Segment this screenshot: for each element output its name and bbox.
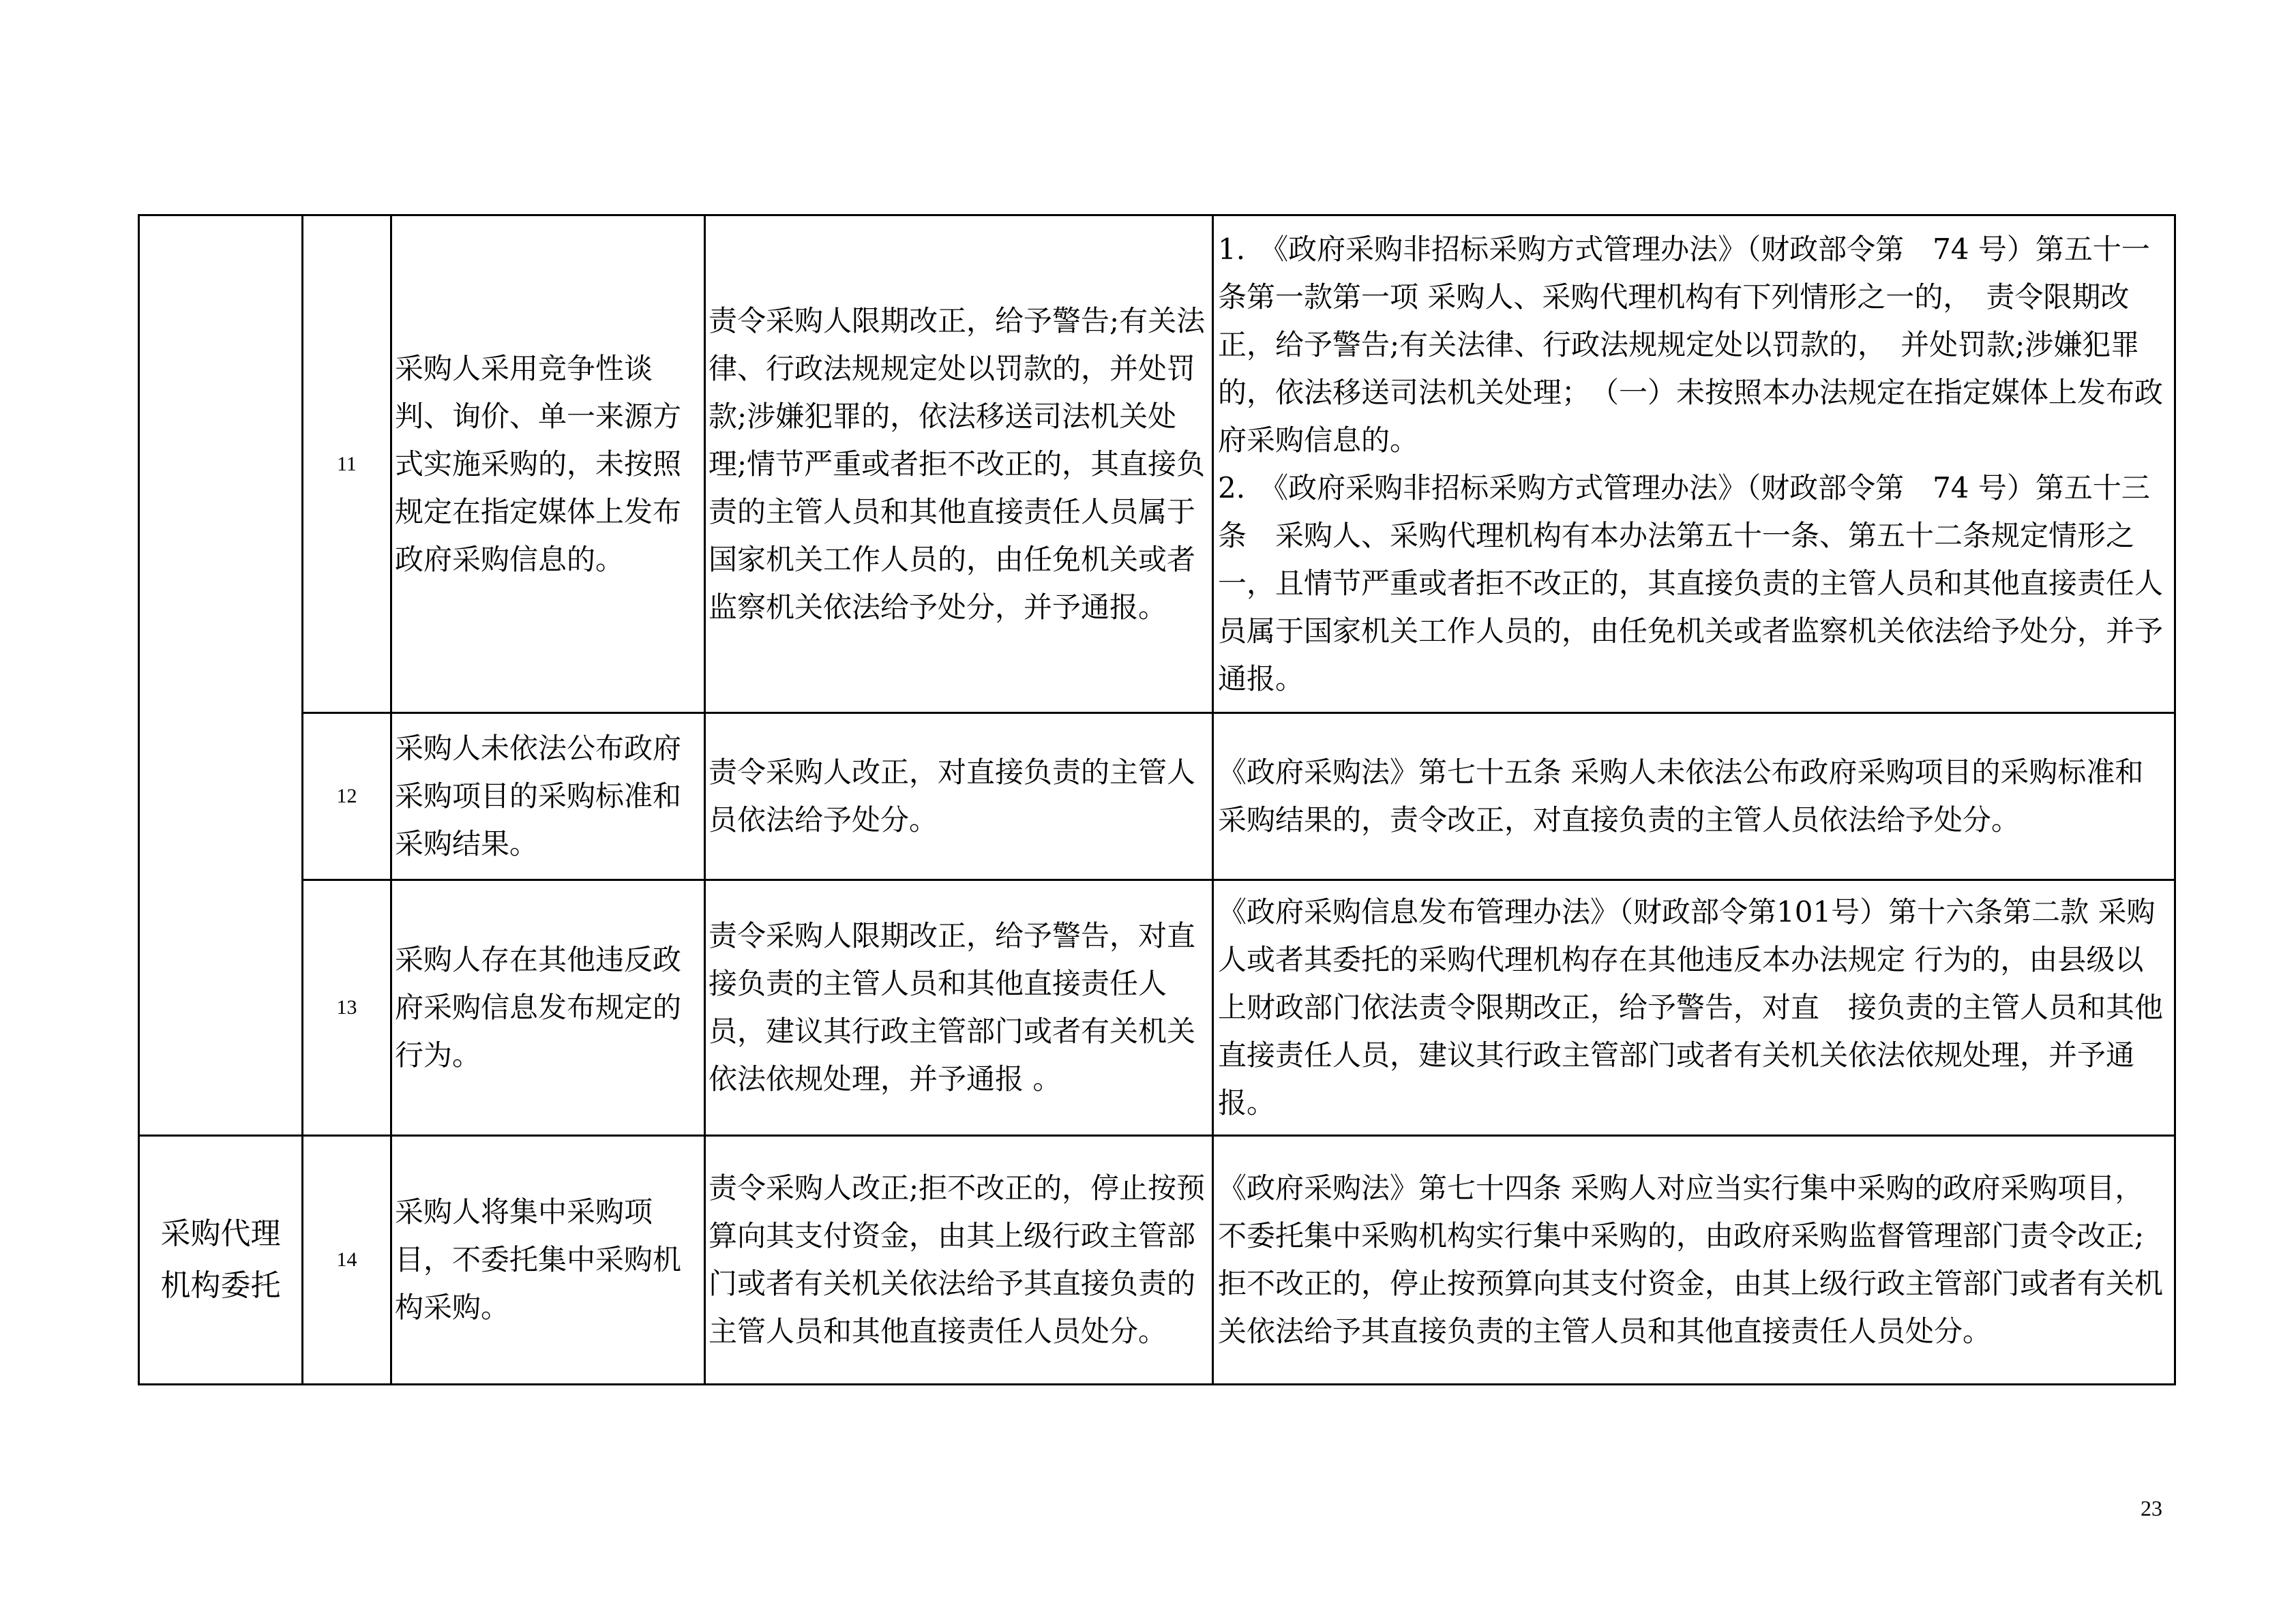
row-number: 11 xyxy=(303,215,391,713)
legal-basis-paragraph: 1. 《政府采购非招标采购方式管理办法》（财政部令第 74 号）第五十一条第一款第一项 采购人、采购代理机构有下列情形之一的， 责令限期改正，给予警告;有关法律、行政法规规定处以罚款的， 并处罚款;涉嫌犯罪的，依法移送司法机关处理； （一）未按照本办法规定在指定媒体上发布政府采购信息的。 xyxy=(1218,232,2164,457)
legal-basis-paragraph: 《政府采购信息发布管理办法》（财政部令第101号）第十六条第二款 采购人或者其委托的采购代理机构存在其他违反本办法规定 行为的，由县级以上财政部门依法责令限期改正，给予警告，对直 接负责的主管人员和其他直接责任人员，建议其行政主管部门或者有关机关依法依规处理，并予通报。 xyxy=(1218,895,2164,1120)
legal-basis-paragraph: 《政府采购法》第七十四条 采购人对应当实行集中采购的政府采购项目，不委托集中采购机构实行集中采购的，由政府采购监督管理部门责令改正;拒不改正的，停止按预算向其支付资金，由其上级行政主管部门或者有关机关依法给予其直接负责的主管人员和其他直接责任人员处分。 xyxy=(1218,1171,2164,1348)
situation-cell: 采购人未依法公布政府采购项目的采购标准和采购结果。 xyxy=(391,713,705,880)
table-row xyxy=(139,1136,2175,1385)
handling-cell: 责令采购人限期改正，给予警告;有关法律、行政法规规定处以罚款的，并处罚款;涉嫌犯罪的，依法移送司法机关处理;情节严重或者拒不改正的，其直接负责的主管人员和其他直接责任人员属于国家机关工作人员的，由任免机关或者监察机关依法给予处分，并予通报。 xyxy=(705,215,1213,713)
table-row xyxy=(139,713,2175,880)
handling-cell: 责令采购人限期改正，给予警告，对直接负责的主管人员和其他直接责任人员，建议其行政主管部门或者有关机关依法依规处理，并予通报 。 xyxy=(705,880,1213,1136)
situation-cell: 采购人将集中采购项目，不委托集中采购机构采购。 xyxy=(391,1136,705,1385)
legal-basis-cell xyxy=(1213,880,2175,1136)
page-number: 23 xyxy=(2141,1496,2162,1520)
row-number: 14 xyxy=(303,1136,391,1385)
legal-basis-cell xyxy=(1213,215,2175,713)
category-cell xyxy=(139,215,303,1136)
table-row xyxy=(139,215,2175,713)
situation-cell: 采购人采用竞争性谈判、询价、单一来源方式实施采购的，未按照规定在指定媒体上发布政府采购信息的。 xyxy=(391,215,705,713)
handling-cell: 责令采购人改正;拒不改正的，停止按预算向其支付资金，由其上级行政主管部门或者有关机关依法给予其直接负责的主管人员和其他直接责任人员处分。 xyxy=(705,1136,1213,1385)
legal-basis-cell xyxy=(1213,713,2175,880)
row-number: 13 xyxy=(303,880,391,1136)
legal-basis-paragraph: 2. 《政府采购非招标采购方式管理办法》（财政部令第 74 号）第五十三条 采购人、采购代理机构有本办法第五十一条、第五十二条规定情形之一，且情节严重或者拒不改正的，其直接负责的主管人员和其他直接责任人员属于国家机关工作人员的，由任免机关或者监察机关依法给予处分，并予通报。 xyxy=(1218,470,2164,695)
table-row xyxy=(139,880,2175,1136)
category-cell: 采购代理机构委托 xyxy=(139,1136,303,1385)
situation-cell: 采购人存在其他违反政府采购信息发布规定的行为。 xyxy=(391,880,705,1136)
legal-basis-cell xyxy=(1213,1136,2175,1385)
regulation-table xyxy=(138,214,2176,1385)
handling-cell: 责令采购人改正，对直接负责的主管人员依法给予处分。 xyxy=(705,713,1213,880)
row-number: 12 xyxy=(303,713,391,880)
legal-basis-paragraph: 《政府采购法》第七十五条 采购人未依法公布政府采购项目的采购标准和采购结果的，责令改正，对直接负责的主管人员依法给予处分。 xyxy=(1218,755,2144,837)
